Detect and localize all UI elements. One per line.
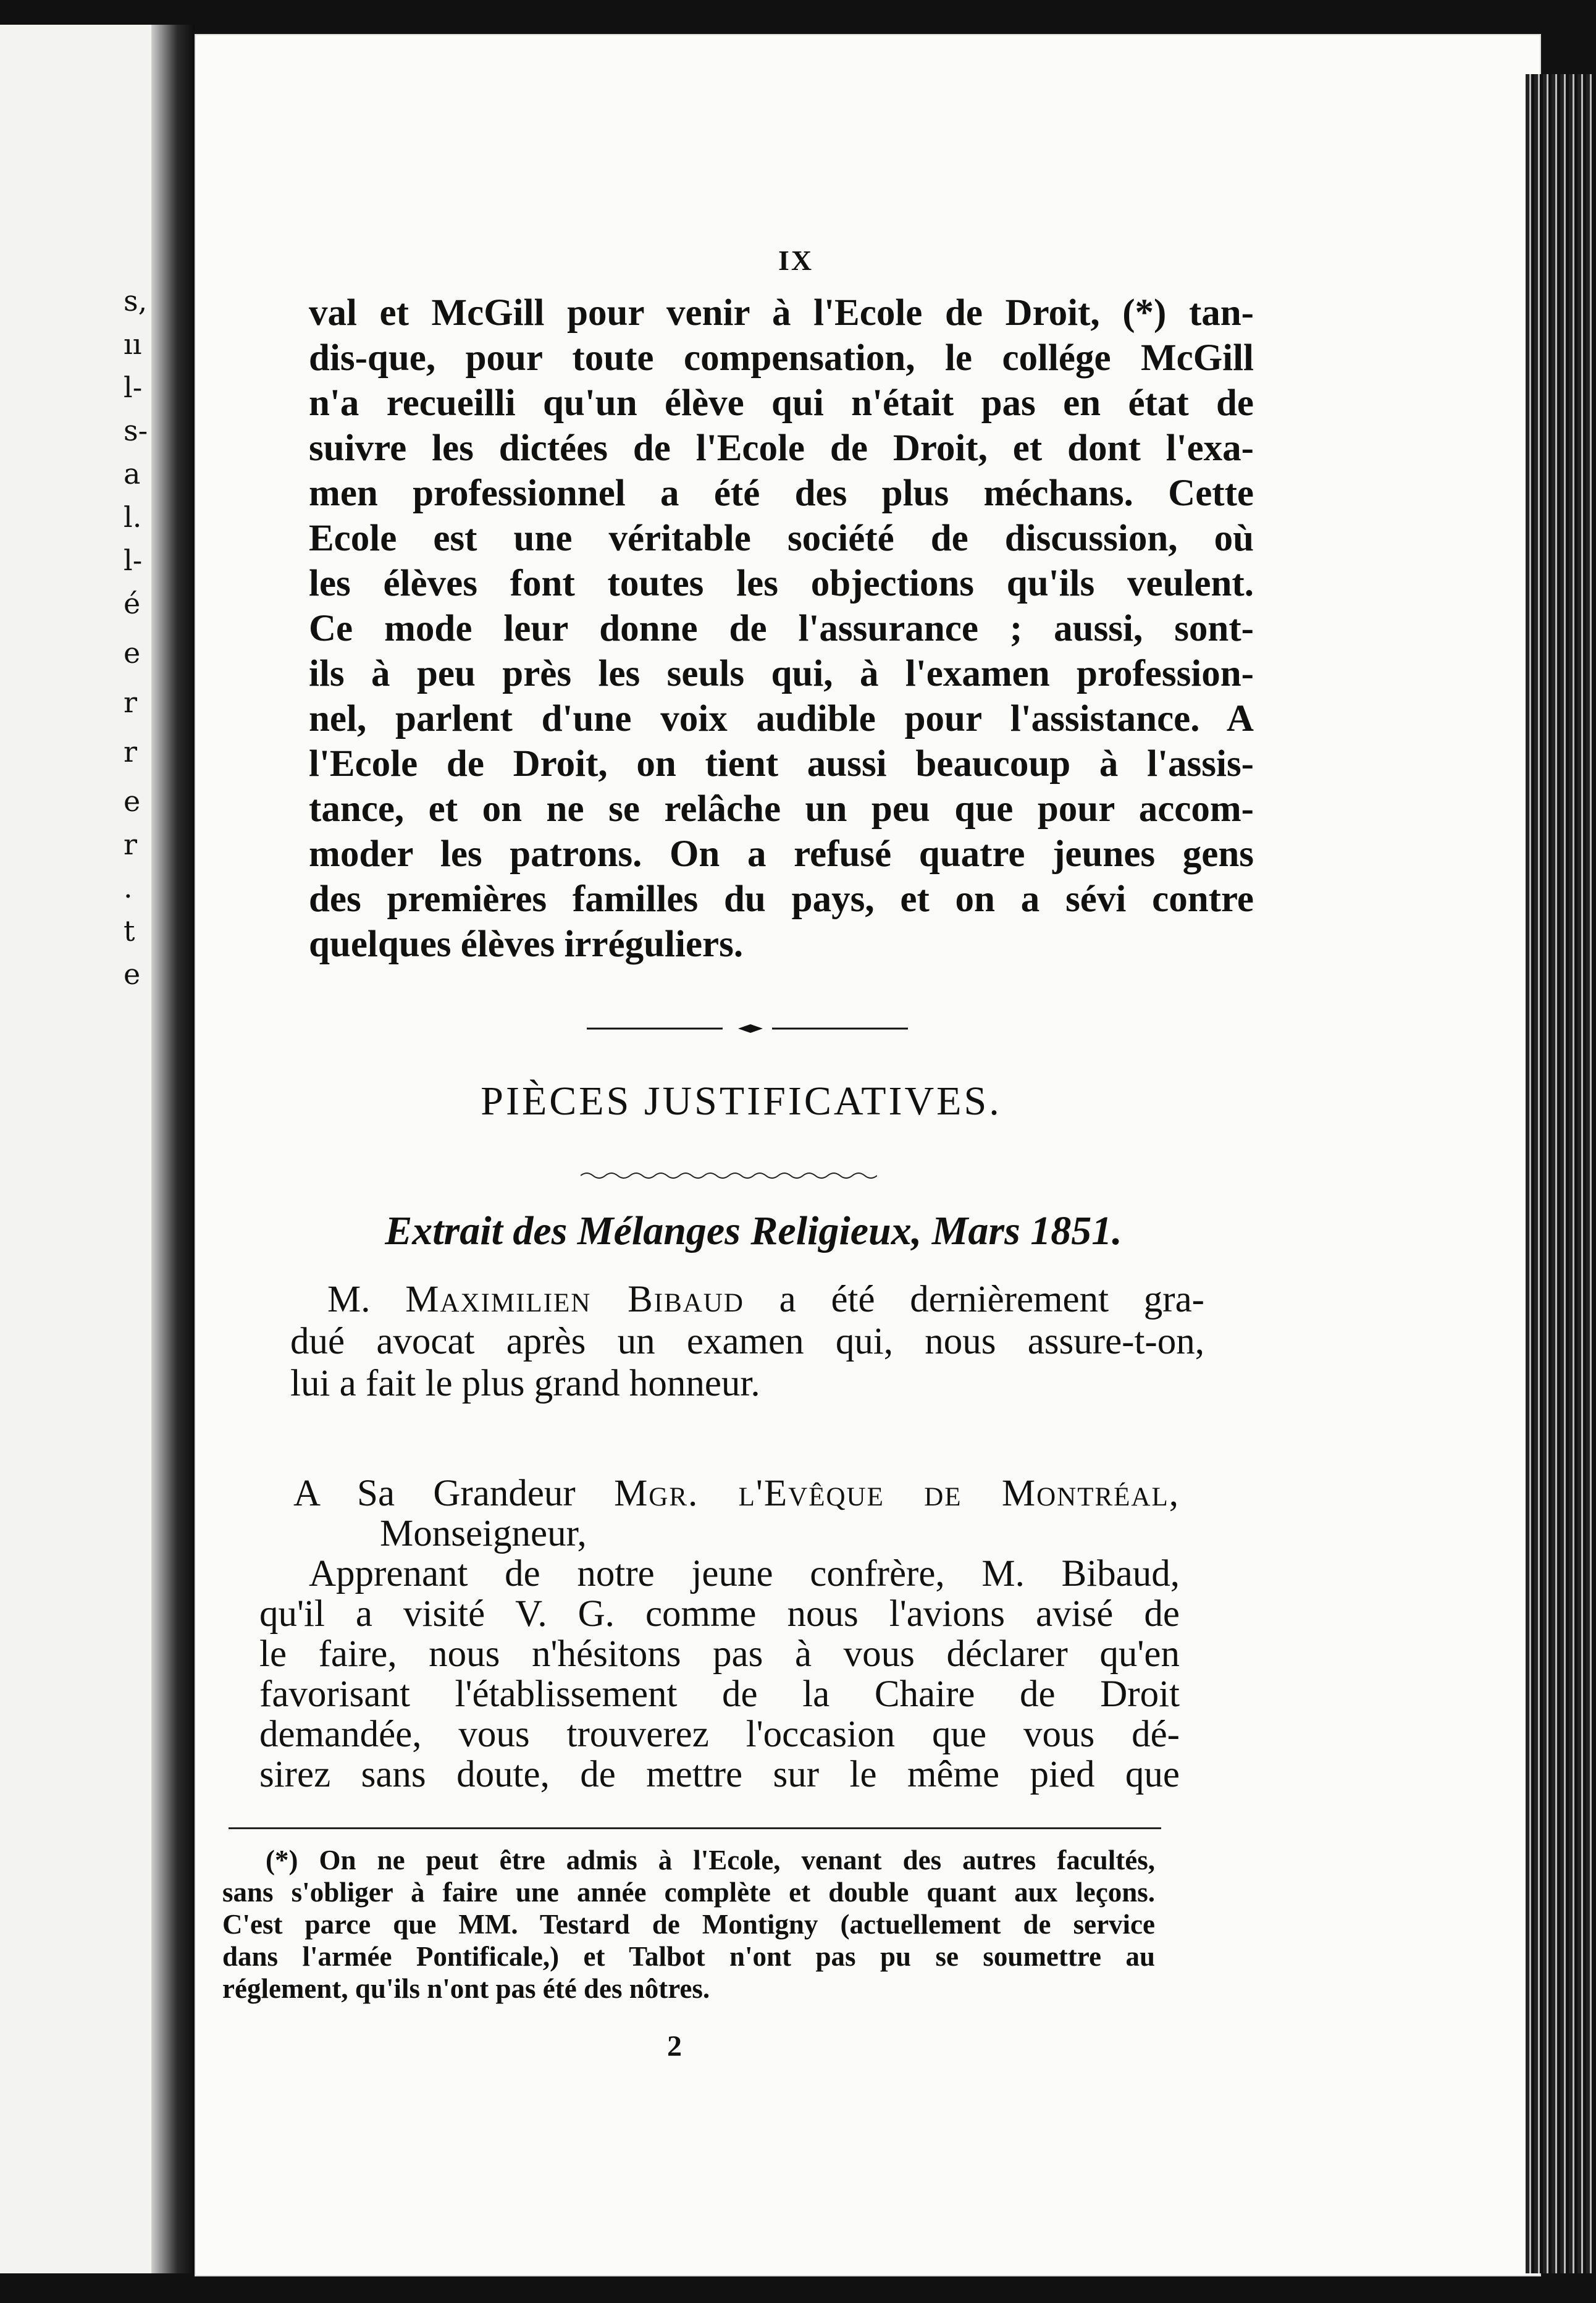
text-line: favorisant l'établissement de la Chaire de Droit — [259, 1674, 1180, 1715]
text-line: suivre les dictées de l'Ecole de Droit, et dont l'exa- — [309, 427, 1254, 469]
text-line: Ecole est une véritable société de discussion, où — [309, 518, 1254, 559]
left-page-fragment: r — [124, 686, 137, 719]
footnote — [222, 1844, 1155, 2005]
left-page-fragment: e — [124, 785, 141, 818]
footnote-line: réglement, qu'ils n'ont pas été des nôtres. — [222, 1973, 710, 2004]
text-line: Ce mode leur donne de l'assurance ; aussi, sont- — [309, 608, 1254, 649]
footnote-line: sans s'obliger à faire une année complète et double quant aux leçons. — [222, 1877, 1155, 1908]
left-page-fragment: a — [124, 457, 141, 490]
text-line: demandée, vous trouverez l'occasion que vous dé- — [259, 1714, 1180, 1755]
continuation-paragraph — [309, 290, 1254, 967]
address-prefix: A Sa Grandeur — [293, 1473, 615, 1514]
section-heading: PIÈCES JUSTIFICATIVES. — [481, 1079, 1002, 1124]
letter-paragraph — [259, 1473, 1180, 1795]
text-line: qu'il a visité V. G. comme nous l'avions avisé de — [259, 1593, 1180, 1635]
page-number: IX — [778, 245, 814, 276]
page-edges — [1526, 74, 1594, 2273]
text-line: l'Ecole de Droit, on tient aussi beaucoup à l'assis- — [309, 743, 1254, 785]
text-line: ils à peu près les seuls qui, à l'examen profession- — [309, 653, 1254, 694]
left-page-fragment: s, — [124, 284, 148, 318]
person-name: Maximilien Bibaud — [405, 1279, 744, 1320]
text-line: dué avocat après un examen qui, nous assure-t-on, — [290, 1321, 1204, 1362]
left-page-fragment: . — [124, 871, 133, 904]
text-line: n'a recueilli qu'un élève qui n'était pas en état de — [309, 382, 1254, 424]
book-gutter — [151, 25, 195, 2273]
lead-prefix: M. — [327, 1279, 406, 1320]
text-line: le faire, nous n'hésitons pas à vous déclarer qu'en — [259, 1633, 1180, 1675]
text-line: tance, et on ne se relâche un peu que pour accom- — [309, 788, 1254, 830]
text-line: men professionnel a été des plus méchans. Cette — [309, 473, 1254, 514]
extract-title: Extrait des Mélanges Religieux, Mars 1851. — [385, 1208, 1122, 1253]
text-line — [290, 1279, 1204, 1321]
left-page-fragment: l. — [124, 500, 142, 534]
text-line: sirez sans doute, de mettre sur le même pied que — [259, 1754, 1180, 1795]
left-page-fragment: e — [124, 636, 141, 670]
text-line: les élèves font toutes les objections qu'ils veulent. — [309, 563, 1254, 604]
text-line: quelques élèves irréguliers. — [309, 924, 744, 965]
text-line: Apprenant de notre jeune confrère, M. Bibaud, — [309, 1553, 1180, 1594]
wavy-divider — [581, 1169, 877, 1182]
left-page-fragment: r — [124, 735, 137, 768]
news-paragraph — [290, 1279, 1204, 1405]
signature-mark: 2 — [667, 2030, 682, 2063]
left-page-fragment: ıı — [124, 327, 142, 361]
text-line: moder les patrons. On a refusé quatre jeunes gens — [309, 833, 1254, 875]
left-page-fragment: t — [124, 914, 135, 948]
footnote-line: (*) On ne peut être admis à l'Ecole, venant des autres facultés, — [266, 1845, 1155, 1876]
text-line: val et McGill pour venir à l'Ecole de Droit, (*) tan- — [309, 292, 1254, 334]
text-fragment: a été dernièrement gra- — [744, 1279, 1204, 1320]
left-page-fragment: é — [124, 587, 141, 620]
text-line: dis-que, pour toute compensation, le collége McGill — [309, 337, 1254, 379]
text-line: nel, parlent d'une voix audible pour l'assistance. A — [309, 698, 1254, 739]
text-line: lui a fait le plus grand honneur. — [290, 1363, 760, 1404]
left-page-fragment: l- — [124, 371, 143, 404]
address-recipient: Mgr. l'Evêque de Montréal, — [614, 1473, 1180, 1514]
text-line: des premières familles du pays, et on a sévi contre — [309, 878, 1254, 920]
left-page-fragment: l- — [124, 544, 143, 577]
letter-address — [259, 1473, 1180, 1514]
left-page-fragment: e — [124, 958, 141, 991]
left-facing-page — [0, 25, 151, 2273]
footnote-line: C'est parce que MM. Testard de Montigny (actuellement de service — [222, 1909, 1155, 1940]
footnote-rule — [229, 1827, 1161, 1829]
ornamental-rule — [587, 1022, 908, 1035]
footnote-line: dans l'armée Pontificale,) et Talbot n'ont pas pu se soumettre au — [222, 1941, 1155, 1972]
left-page-fragment: r — [124, 828, 137, 861]
letter-salutation: Monseigneur, — [380, 1513, 587, 1554]
left-page-fragment: s- — [124, 414, 148, 447]
